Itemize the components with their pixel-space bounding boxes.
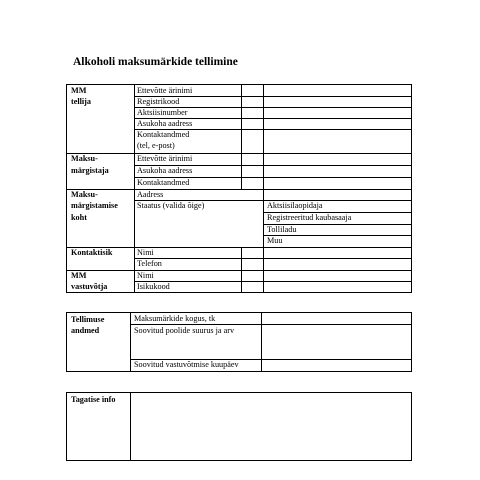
mm-tellija-label-2: tellija xyxy=(71,97,92,106)
order-details-table xyxy=(66,312,412,372)
vastuvotja-label-2: vastuvõtja xyxy=(71,282,108,291)
mm-tellija-label-1: MM xyxy=(71,86,87,95)
field-label: Kontaktandmed xyxy=(137,130,190,139)
field-label: Asukoha aadress xyxy=(137,119,193,128)
margistamise-koht-label-2: märgistamise xyxy=(71,201,118,210)
field-label: (tel, e-post) xyxy=(137,141,175,150)
field-label: Nimi xyxy=(137,271,154,280)
margistamise-koht-label-1: Maksu- xyxy=(71,190,98,199)
field-label: Ettevõtte ärinimi xyxy=(137,86,193,95)
margistamise-koht-label-3: koht xyxy=(71,213,87,222)
field-label: Aadress xyxy=(137,190,164,199)
status-option: Registreeritud kaubasaaja xyxy=(267,213,352,222)
field-label: Maksumärkide kogus, tk xyxy=(134,314,216,323)
field-label: Ettevõtte ärinimi xyxy=(137,154,193,163)
page-title: Alkoholi maksumärkide tellimine xyxy=(73,56,238,68)
orderer-table xyxy=(66,84,412,293)
margistaja-label-2: märgistaja xyxy=(71,166,109,175)
status-option: Aktsiisilaopidaja xyxy=(267,201,323,210)
order-label-2: andmed xyxy=(71,326,100,335)
order-label-1: Tellimuse xyxy=(71,315,105,324)
field-label: Asukoha aadress xyxy=(137,166,193,175)
status-option: Muu xyxy=(267,236,283,245)
field-label: Staatus (valida õige) xyxy=(137,201,205,210)
field-label: Isikukood xyxy=(137,282,170,291)
guarantee-info-table xyxy=(66,392,412,461)
field-label: Telefon xyxy=(137,259,162,268)
field-label: Kontaktandmed xyxy=(137,178,190,187)
guarantee-info-label: Tagatise info xyxy=(71,395,116,404)
field-label: Soovitud vastuvõtmise kuupäev xyxy=(134,360,239,369)
field-label: Registrikood xyxy=(137,97,180,106)
kontaktisik-label: Kontaktisik xyxy=(71,248,113,257)
field-label: Soovitud poolide suurus ja arv xyxy=(134,326,235,335)
vastuvotja-label-1: MM xyxy=(71,271,87,280)
status-option: Tolliladu xyxy=(267,225,297,234)
field-label: Nimi xyxy=(137,248,154,257)
margistaja-label-1: Maksu- xyxy=(71,154,98,163)
field-label: Aktsiisinumber xyxy=(137,108,188,117)
